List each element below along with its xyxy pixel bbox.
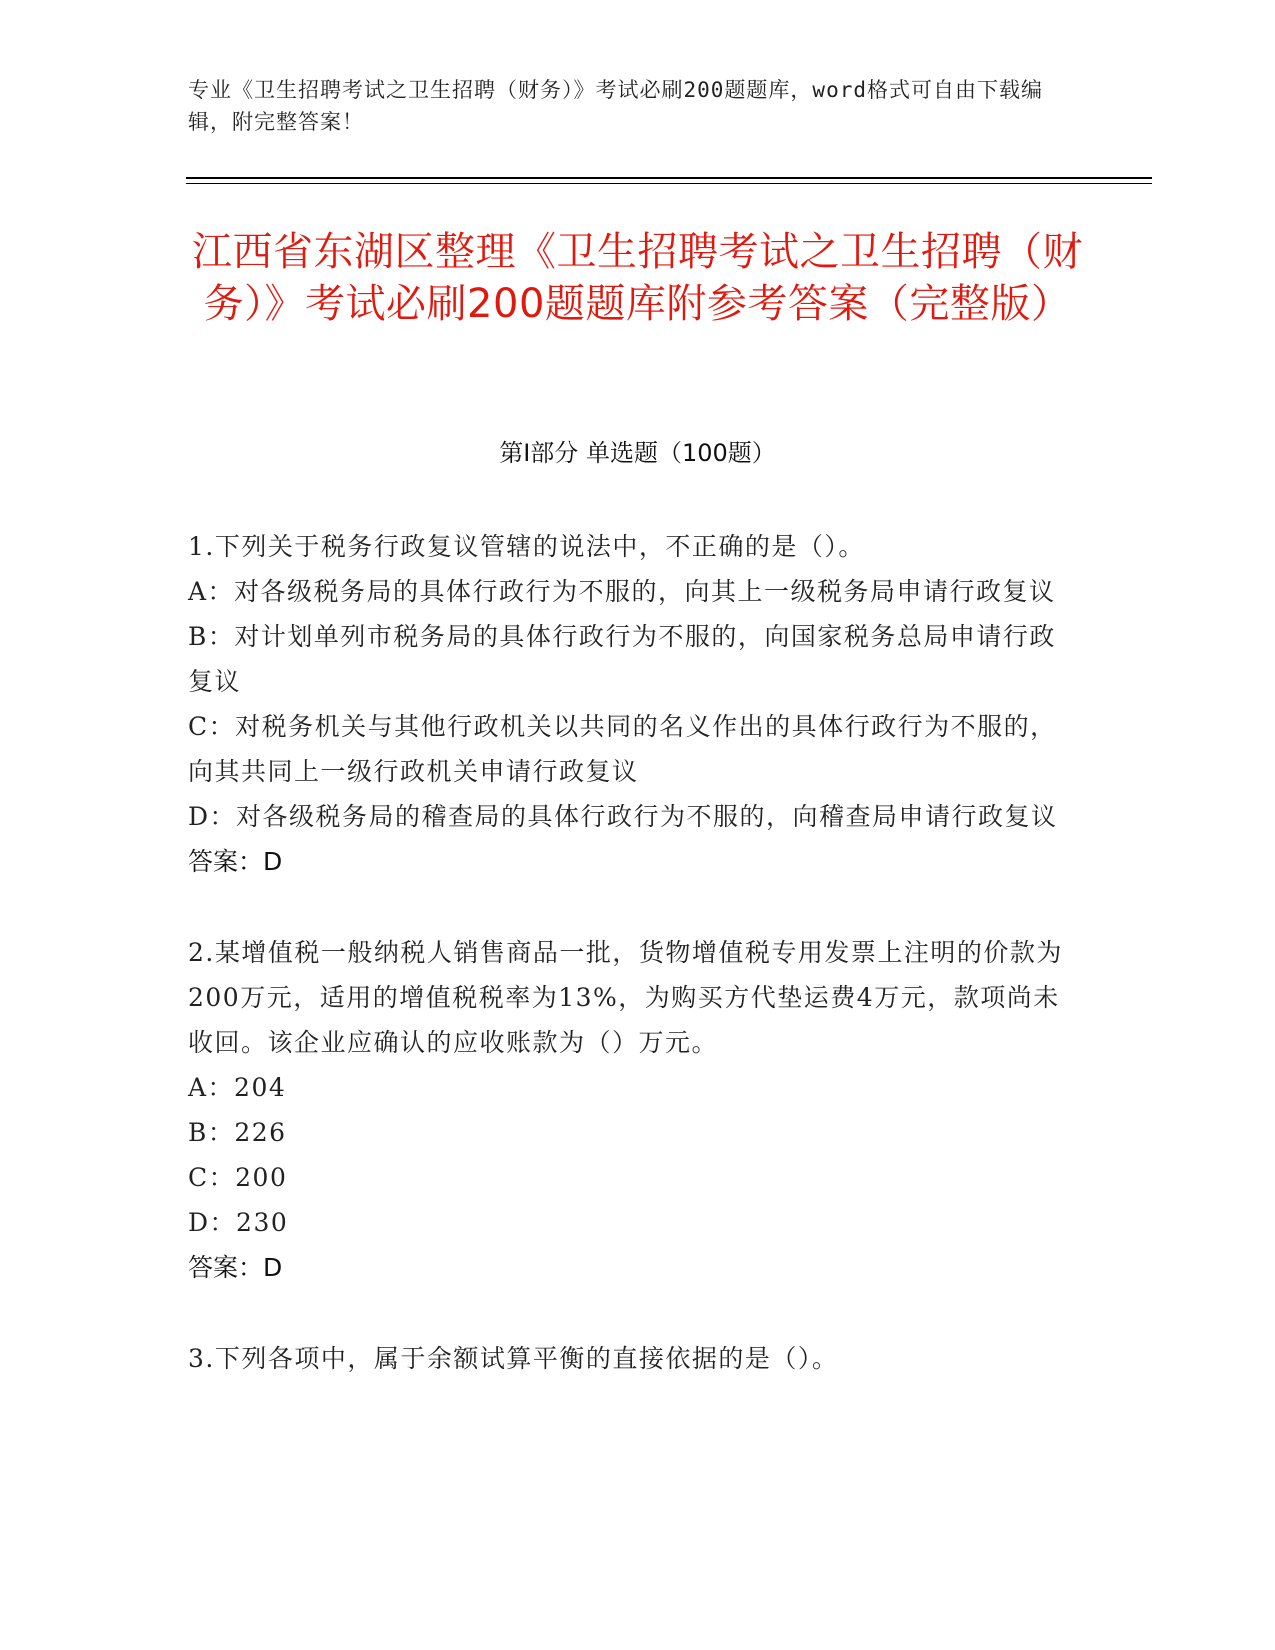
option-a: A：204 [188,1073,287,1102]
question-stem: 1.下列关于税务行政复议管辖的说法中，不正确的是（）。 [188,532,865,561]
section-heading: 第I部分 单选题（100题） [499,439,776,467]
option-d: D：230 [188,1208,289,1237]
option-d: D：对各级税务局的稽查局的具体行政行为不服的，向稽查局申请行政复议 [188,802,1058,831]
question-2 [188,930,1078,1290]
answer-text: 答案：D [188,1253,283,1282]
question-3 [188,1336,1078,1381]
answer-text: 答案：D [188,847,283,876]
option-b: B：226 [188,1118,287,1147]
option-c: C：对税务机关与其他行政机关以共同的名义作出的具体行政行为不服的，向其共同上一级行政机关申请行政复议 [188,712,1057,786]
option-c: C：200 [188,1163,288,1192]
question-stem: 3.下列各项中，属于余额试算平衡的直接依据的是（）。 [188,1344,839,1373]
header-note: 专业《卫生招聘考试之卫生招聘（财务）》考试必刷200题题库，word格式可自由下载编辑，附完整答案！ [188,78,1043,134]
option-a: A：对各级税务局的具体行政行为不服的，向其上一级税务局申请行政复议 [188,577,1056,606]
header-divider-thick [186,177,1152,179]
question-list [188,524,1078,1427]
option-b: B：对计划单列市税务局的具体行政行为不服的，向国家税务总局申请行政复议 [188,622,1056,696]
question-stem: 2.某增值税一般纳税人销售商品一批，货物增值税专用发票上注明的价款为200万元，适用的增值税税率为13%，为购买方代垫运费4万元，款项尚未收回。该企业应确认的应收账款为（）万元。 [188,938,1063,1057]
header-divider-thin [186,183,1152,184]
question-1 [188,524,1078,884]
document-title: 江西省东湖区整理《卫生招聘考试之卫生招聘（财务）》考试必刷200题题库附参考答案（完整版） [192,229,1083,327]
